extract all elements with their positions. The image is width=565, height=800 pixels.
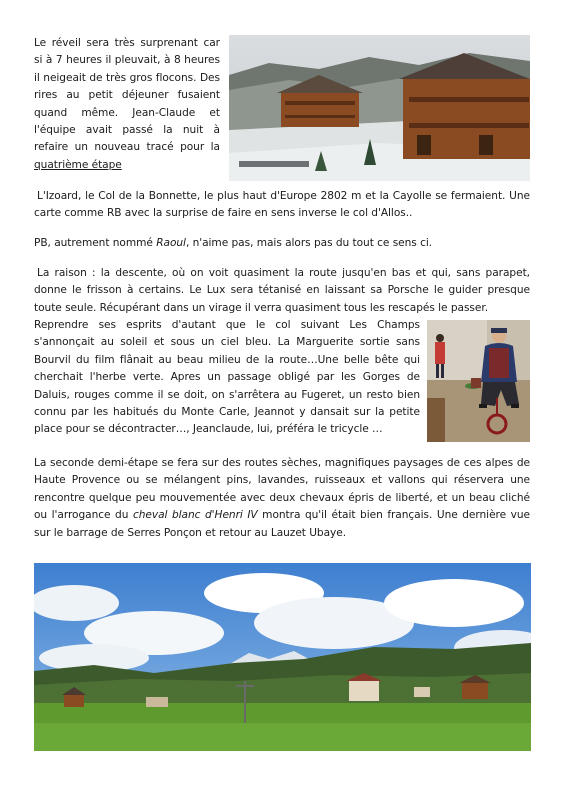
white-horse-name: cheval blanc d'Henri IV bbox=[132, 509, 258, 522]
village-landscape-photo bbox=[34, 563, 531, 751]
paragraph-second-half bbox=[34, 455, 530, 542]
paragraph-closed-passes: L'Izoard, le Col de la Bonnette, le plus haut d'Europe 2802 m et la Cayolle se fermaient. Une carte comme RB avec la surprise de faire en sens inverse le col d'Allos.. bbox=[34, 190, 530, 220]
paragraph-raoul bbox=[34, 235, 530, 252]
paragraph-second-half-start: La seconde demi-étape se fera sur des routes sèches, magnifiques paysages de ces alpes de Haute Provence ou se mélangent pins, lavandes, ruisseaux et vallons qui réservera une rencontre quelque peu mouvementée avec deux chevaux épris de liberté, et un beau cliché ou l'arrogance du bbox=[34, 457, 530, 522]
paragraph-descent-continued: Reprendre ses esprits d'autant que le col suivant Les Champs s'annonçait au soleil et sous un ciel bleu. La Marguerite sortie sans Bourvil du film flânait au beau milieu de la route…Une belle bête qui cherchait l'herbe verte. Apres un passage obligé par les Gorges de Daluis, rouges comme il se doit, on s'arrêtera au Fugeret, un resto bien connu par les habitués du Monte Carle, Jeannot y dansait sur la petite place pour se décontracter…, Jeanclaude, lui, préféra le tricycle … bbox=[34, 319, 420, 436]
paragraph-wake-up bbox=[34, 35, 220, 174]
tricycle-photo bbox=[427, 320, 530, 442]
name-raoul: Raoul bbox=[156, 237, 186, 249]
paragraph-descent: La raison : la descente, où on voit quasiment la route jusqu'en bas et qui, sans parapet, donne le frisson à certains. Le Lux sera tétanisé en laissant sa Porsche le guider presque toute seule. Récupérant dans un virage il verra quasiment tous les rescapés le passer. bbox=[34, 267, 530, 314]
paragraph-raoul-start: PB, autrement nommé bbox=[34, 237, 157, 249]
paragraph-wake-up-text: Le réveil sera très surprenant car si à 7 heures il pleuvait, à 8 heures il neigeait de très gros flocons. Des rires au petit déjeuner fusaient quand même. Jean-Claude et l'équipe avait passé la nuit à refaire un nouveau tracé pour la bbox=[34, 37, 220, 154]
stage-four-link: quatrième étape bbox=[34, 158, 122, 171]
paragraph-second-half-end: montra qu'il était bien français. Une dernière vue sur le barrage de Serres Ponçon et retour au Lauzet Ubaye. bbox=[34, 509, 530, 539]
paragraph-raoul-end: , n'aime pas, mais alors pas du tout ce sens ci. bbox=[185, 237, 433, 249]
snowy-chalets-photo bbox=[229, 35, 530, 181]
